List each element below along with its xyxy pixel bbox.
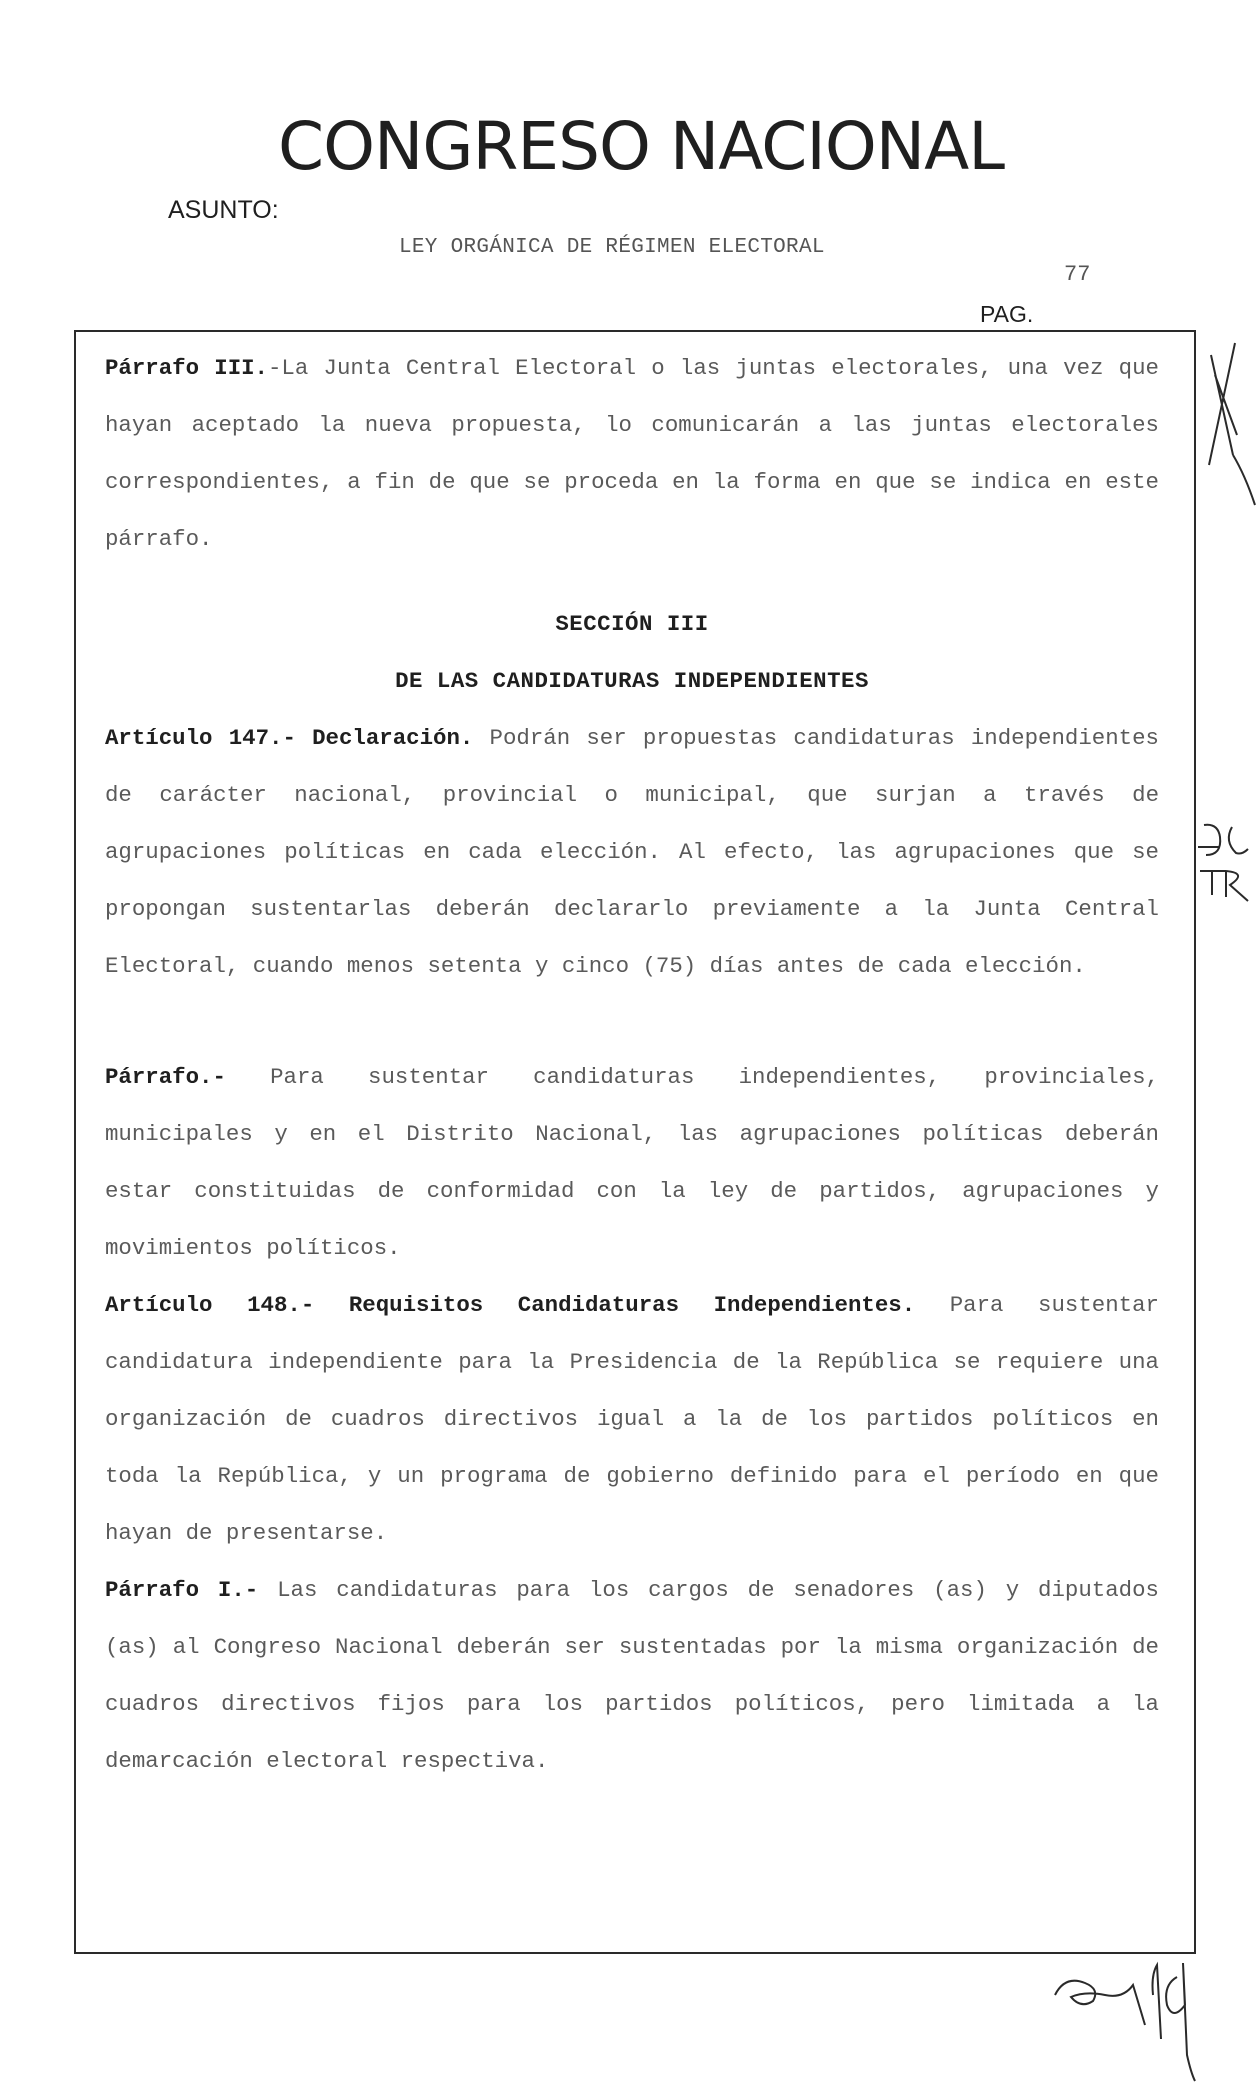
paragraph-i-label: Párrafo I.- [105, 1577, 259, 1603]
paragraph-147-text: Para sustentar candidaturas independientes, provinciales, municipales y en el Distrito Nacional, las agrupaciones políticas deberán estar constituidas de conformidad con la ley de partidos, agrupaciones y movimientos políticos. [105, 1064, 1159, 1261]
article-148 [105, 1277, 1159, 1562]
pag-label: PAG. [980, 301, 1034, 327]
paragraph-iii [105, 340, 1159, 568]
paragraph-147-label: Párrafo.- [105, 1064, 226, 1090]
article-147 [105, 710, 1159, 995]
handwritten-x-mark [1205, 335, 1259, 515]
section-title: SECCIÓN III [555, 611, 709, 637]
page-number: 77 [1064, 262, 1091, 287]
paragraph-iii-label: Párrafo III. [105, 355, 268, 381]
asunto-label: ASUNTO: [168, 196, 279, 224]
article-147-text: Podrán ser propuestas candidaturas independientes de carácter nacional, provincial o municipal, que surjan a través de agrupaciones políticas en cada elección. Al efecto, las agrupaciones que se propongan sustentarlas deberán declararlo previamente a la Junta Central Electoral, cuando menos setenta y cinco (75) días antes de cada elección. [105, 725, 1159, 979]
paragraph-i-text: Las candidaturas para los cargos de senadores (as) y diputados (as) al Congreso Nacional deberán ser sustentadas por la misma organización de cuadros directivos fijos para los partidos políticos, pero limitada a la demarcación electoral respectiva. [105, 1577, 1159, 1774]
section-subtitle: DE LAS CANDIDATURAS INDEPENDIENTES [395, 668, 869, 694]
subject-text: LEY ORGÁNICA DE RÉGIMEN ELECTORAL [399, 236, 825, 259]
paragraph-iii-text: -La Junta Central Electoral o las juntas electorales, una vez que hayan aceptado la nueva propuesta, lo comunicarán a las juntas electorales correspondientes, a fin de que se proceda en la forma en que se indica en este párrafo. [105, 355, 1159, 552]
article-148-text: Para sustentar candidatura independiente para la Presidencia de la República se requiere una organización de cuadros directivos igual a la de los partidos políticos en toda la República, y un programa de gobierno definido para el período en que hayan de presentarse. [105, 1292, 1159, 1546]
paragraph-147 [105, 1049, 1159, 1277]
article-147-label: Artículo 147.- Declaración. [105, 725, 474, 751]
page-title: CONGRESO NACIONAL [278, 108, 1005, 185]
paragraph-i [105, 1562, 1159, 1790]
handwritten-signature [1045, 1955, 1205, 2085]
handwritten-initials-margin [1196, 815, 1259, 915]
article-148-label: Artículo 148.- Requisitos Candidaturas Independientes. [105, 1292, 916, 1318]
document-body [105, 340, 1159, 1790]
